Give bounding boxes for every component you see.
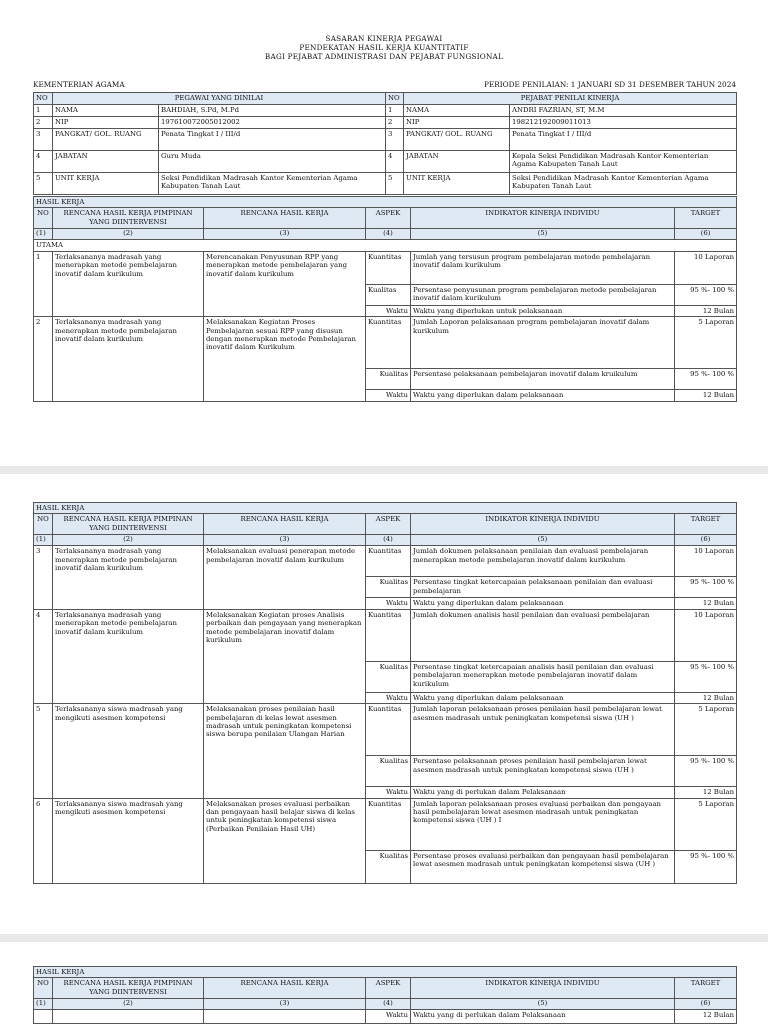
row-number: 5 [34,704,53,798]
row-number: 3 [34,546,53,609]
indicator-cell: Jumlah dokumen analisis hasil penilaian dan evaluasi pembelajaran [411,609,675,661]
col-aspect-header: ASPEK [366,514,411,535]
col-no-header: NO [34,208,53,229]
leader-plan-cell: Terlaksananya madrasah yang menerapkan metode pembelajaran inovatif dalam kurikulum [53,609,204,703]
col-number: (4) [366,999,411,1010]
col-number: (4) [366,229,411,240]
target-cell: 5 Laporan [675,798,737,850]
indicator-cell: Waktu yang di perlukan dalam Pelaksanaan [411,1010,675,1024]
employee-rank: Penata Tingkat I / III/d [159,129,386,151]
page-separator [0,934,768,942]
aspect-cell: Waktu [366,390,411,401]
assessor-name: ANDRI FAZRIAN, ST, M.M [510,105,737,117]
indicator-cell: Persentase tingkat ketercapaian pelaksanaan penilaian dan evaluasi pembelajaran [411,577,675,598]
employee-info-table [33,92,737,195]
aspect-cell: Kualitas [366,661,411,692]
plan-cell: Melaksanakan evaluasi penerapan metode pembelajaran inovatif dalam kurikulum [204,546,366,609]
column-number-row [34,999,737,1010]
col-number: (1) [34,229,53,240]
assessor-position: Kepala Seksi Pendidikan Madrasah Kantor Kementerian Agama Kabupaten Tanah Laut [510,151,737,173]
section-title: HASIL KERJA [34,967,737,978]
section-title: HASIL KERJA [34,503,737,514]
info-label: UNIT KERJA [404,173,510,195]
heading-line-3: BAGI PEJABAT ADMINISTRASI DAN PEJABAT FUNGSIONAL [264,52,504,61]
section-row [34,967,737,978]
info-no: 1 [34,105,53,117]
column-header-row [34,208,737,229]
info-label: NAMA [53,105,159,117]
col-number: (2) [53,535,204,546]
assessment-period: PERIODE PENILAIAN: 1 JANUARI SD 31 DESEMBER TAHUN 2024 [484,80,736,89]
indicator-cell: Waktu yang diperlukan dalam pelaksanaan [411,390,675,401]
col-number: (1) [34,535,53,546]
target-cell: 12 Bulan [675,692,737,703]
info-no: 4 [34,151,53,173]
target-cell: 95 %- 100 % [675,850,737,883]
indicator-cell: Jumlah yang tersusun program pembelajaran metode pembelajaran inovatif dalam kurikulum [411,251,675,284]
document-heading [0,34,768,61]
info-label: NAMA [404,105,510,117]
indicator-cell: Persentase pelaksanaan pembelajaran inovatif dalam kruikulum [411,369,675,390]
col-aspect-header: ASPEK [366,208,411,229]
aspect-cell: Waktu [366,598,411,609]
col-aspect-header: ASPEK [366,978,411,999]
table-row [34,798,737,850]
indicator-cell: Waktu yang diperlukan untuk pelaksanaan [411,305,675,316]
indicator-cell: Waktu yang diperlukan dalam pelaksanaan [411,692,675,703]
plan-cell: Merencanakan Penyusunan RPP yang menerapkan metode pembelajaran yang inovatif dalam kurikulum [204,251,366,316]
document-page-2 [0,474,768,934]
target-cell: 10 Laporan [675,546,737,577]
col-leader-plan-header: RENCANA HASIL KERJA PIMPINAN YANG DIINTERVENSI [53,514,204,535]
table-row [34,609,737,661]
col-number: (3) [204,535,366,546]
info-header-row [34,93,737,105]
indicator-cell: Persentase proses evaluasi perbaikan dan pengayaan hasil pembelajaran lewat asesmen madrasah untuk peningkatan kompetensi siswa (UH ) [411,850,675,883]
col-number: (6) [675,229,737,240]
col-number: (1) [34,999,53,1010]
col-number: (2) [53,999,204,1010]
plan-cell [204,1010,366,1024]
heading-line-1: SASARAN KINERJA PEGAWAI [325,34,443,43]
col-leader-plan-header: RENCANA HASIL KERJA PIMPINAN YANG DIINTERVENSI [53,208,204,229]
target-cell: 5 Laporan [675,704,737,756]
row-number: 4 [34,609,53,703]
col-no-header: NO [34,978,53,999]
target-cell: 12 Bulan [675,598,737,609]
employee-nip: 197610072005012002 [159,117,386,129]
info-no: 3 [34,129,53,151]
table-row [34,546,737,577]
target-cell: 95 %- 100 % [675,661,737,692]
info-label: PANGKAT/ GOL. RUANG [53,129,159,151]
work-results-table-page-1 [33,196,737,402]
target-cell: 95 %- 100 % [675,369,737,390]
agency-name: KEMENTERIAN AGAMA [33,80,125,89]
column-header-row [34,514,737,535]
aspect-cell: Waktu [366,1010,411,1024]
info-row [34,117,737,129]
target-cell: 5 Laporan [675,317,737,369]
indicator-cell: Persentase tingkat ketercapaian analisis hasil penilaian dan evaluasi pembelajaran menerapkan metode pembelajaran inovatif dalam kurikulum [411,661,675,692]
main-category-label: UTAMA [34,240,737,251]
row-number [34,1010,53,1024]
table-row [34,704,737,756]
page-separator [0,466,768,474]
leader-plan-cell: Terlaksananya madrasah yang menerapkan metode pembelajaran inovatif dalam kurikulum [53,251,204,316]
employee-unit: Seksi Pendidikan Madrasah Kantor Kementerian Agama Kabupaten Tanah Laut [159,173,386,195]
col-number: (4) [366,535,411,546]
target-cell: 10 Laporan [675,609,737,661]
employee-position: Guru Muda [159,151,386,173]
aspect-cell: Kuantitas [366,798,411,850]
info-no: 5 [386,173,404,195]
indicator-cell: Waktu yang diperlukan dalam pelaksanaan [411,598,675,609]
aspect-cell: Kualitas [366,369,411,390]
indicator-cell: Jumlah dokumen pelaksanaan penilaian dan evaluasi pembelajaran menerapkan metode pembelajaran inovatif dalam kurikulum [411,546,675,577]
aspect-cell: Kuantitas [366,546,411,577]
leader-plan-cell: Terlaksananya madrasah yang menerapkan metode pembelajaran inovatif dalam kurikulum [53,317,204,401]
col-target-header: TARGET [675,208,737,229]
plan-cell: Melaksanakan proses evaluasi perbaikan dan pengayaan hasil belajar siswa di kelas untuk peningkatan kompetensi siswa (Perbaikan Penilaian Hasil UH) [204,798,366,883]
table-row [34,1010,737,1024]
info-label: UNIT KERJA [53,173,159,195]
info-label: NIP [404,117,510,129]
info-no: 4 [386,151,404,173]
assessed-employee-header: PEGAWAI YANG DINILAI [53,93,386,105]
target-cell: 12 Bulan [675,1010,737,1024]
info-no-header: NO [34,93,53,105]
info-row [34,129,737,151]
indicator-cell: Persentase pelaksanaan proses penilaian hasil pembelajaran lewat asesmen madrasah untuk peningkatan kompetensi siswa (UH ) [411,756,675,787]
target-cell: 12 Bulan [675,390,737,401]
info-no-header-right: NO [386,93,404,105]
col-number: (3) [204,229,366,240]
col-plan-header: RENCANA HASIL KERJA [204,978,366,999]
target-cell: 95 %- 100 % [675,756,737,787]
section-row [34,503,737,514]
aspect-cell: Kualitas [366,284,411,305]
info-row [34,105,737,117]
indicator-cell: Waktu yang di perlukan dalam Pelaksanaan [411,787,675,798]
indicator-cell: Jumlah Laporan pelaksanaan program pembelajaran inovatif dalam kurikulum [411,317,675,369]
aspect-cell: Kuantitas [366,609,411,661]
plan-cell: Melaksanakan proses penilaian hasil pembelajaran di kelas lewat asesmen madrasah untuk peningkatan kompetensi siswa berupa penilaian Ulangan Harian [204,704,366,798]
info-label: JABATAN [53,151,159,173]
column-number-row [34,229,737,240]
table-row [34,251,737,284]
aspect-cell: Waktu [366,692,411,703]
col-no-header: NO [34,514,53,535]
col-plan-header: RENCANA HASIL KERJA [204,208,366,229]
col-number: (6) [675,999,737,1010]
plan-cell: Melaksanakan Kegiatan Proses Pembelajaran sesuai RPP yang disusun dengan menerapkan metode Pembelajaran inovatif dalam Kurikulum [204,317,366,401]
row-number: 1 [34,251,53,316]
col-number: (2) [53,229,204,240]
aspect-cell: Kuantitas [366,704,411,756]
info-label: NIP [53,117,159,129]
indicator-cell: Jumlah laporan pelaksanaan proses penilaian hasil pembelajaran lewat asesmen madrasah untuk peningkatan kompetensi siswa (UH ) [411,704,675,756]
col-number: (5) [411,999,675,1010]
leader-plan-cell: Terlaksananya siswa madrasah yang mengikuti asesmen kompetensi [53,798,204,883]
leader-plan-cell: Terlaksananya madrasah yang menerapkan metode pembelajaran inovatif dalam kurikulum [53,546,204,609]
col-indicator-header: INDIKATOR KINERJA INDIVIDU [411,208,675,229]
col-number: (3) [204,999,366,1010]
col-target-header: TARGET [675,514,737,535]
indicator-cell: Persentase penyusunan program pembelajaran metode pembelajaran inovatif dalam kurikulum [411,284,675,305]
table-row [34,317,737,369]
assessor-nip: 198212192009011013 [510,117,737,129]
assessor-unit: Seksi Pendidikan Madrasah Kantor Kementerian Agama Kabupaten Tanah Laut [510,173,737,195]
aspect-cell: Kualitas [366,850,411,883]
document-page-1 [0,0,768,466]
col-target-header: TARGET [675,978,737,999]
target-cell: 95 %- 100 % [675,284,737,305]
aspect-cell: Kualitas [366,577,411,598]
work-results-table-page-3 [33,966,737,1024]
info-label: PANGKAT/ GOL. RUANG [404,129,510,151]
col-number: (5) [411,535,675,546]
target-cell: 95 %- 100 % [675,577,737,598]
column-header-row [34,978,737,999]
info-no: 1 [386,105,404,117]
assessor-rank: Penata Tingkat I / III/d [510,129,737,151]
aspect-cell: Waktu [366,305,411,316]
leader-plan-cell: Terlaksananya siswa madrasah yang mengikuti asesmen kompetensi [53,704,204,798]
employee-name: BAHDIAH, S.Pd, M.Pd [159,105,386,117]
plan-cell: Melaksanakan Kegiatan proses Analisis perbaikan dan pengayaan yang menerapkan metode pembelajaran inovatif dalam kurikulum [204,609,366,703]
info-label: JABATAN [404,151,510,173]
leader-plan-cell [53,1010,204,1024]
col-indicator-header: INDIKATOR KINERJA INDIVIDU [411,514,675,535]
target-cell: 12 Bulan [675,305,737,316]
col-plan-header: RENCANA HASIL KERJA [204,514,366,535]
info-no: 5 [34,173,53,195]
indicator-cell: Jumlah laporan pelaksanaan proses evaluasi perbaikan dan pengayaan hasil pembelajaran lewat asesmen madrasah untuk peningkatan kompetensi siswa (UH ) I [411,798,675,850]
aspect-cell: Waktu [366,787,411,798]
info-row [34,151,737,173]
info-no: 2 [386,117,404,129]
assessor-header: PEJABAT PENILAI KINERJA [404,93,737,105]
col-indicator-header: INDIKATOR KINERJA INDIVIDU [411,978,675,999]
col-leader-plan-header: RENCANA HASIL KERJA PIMPINAN YANG DIINTERVENSI [53,978,204,999]
col-number: (5) [411,229,675,240]
row-number: 2 [34,317,53,401]
utama-row [34,240,737,251]
document-page-3 [0,942,768,1024]
aspect-cell: Kuantitas [366,317,411,369]
target-cell: 10 Laporan [675,251,737,284]
work-results-table-page-2 [33,502,737,884]
aspect-cell: Kuantitas [366,251,411,284]
target-cell: 12 Bulan [675,787,737,798]
heading-line-2: PENDEKATAN HASIL KERJA KUANTITATIF [299,43,469,52]
info-row [34,173,737,195]
row-number: 6 [34,798,53,883]
section-row [34,197,737,208]
info-no: 2 [34,117,53,129]
aspect-cell: Kualitas [366,756,411,787]
col-number: (6) [675,535,737,546]
section-title: HASIL KERJA [34,197,737,208]
info-no: 3 [386,129,404,151]
column-number-row [34,535,737,546]
